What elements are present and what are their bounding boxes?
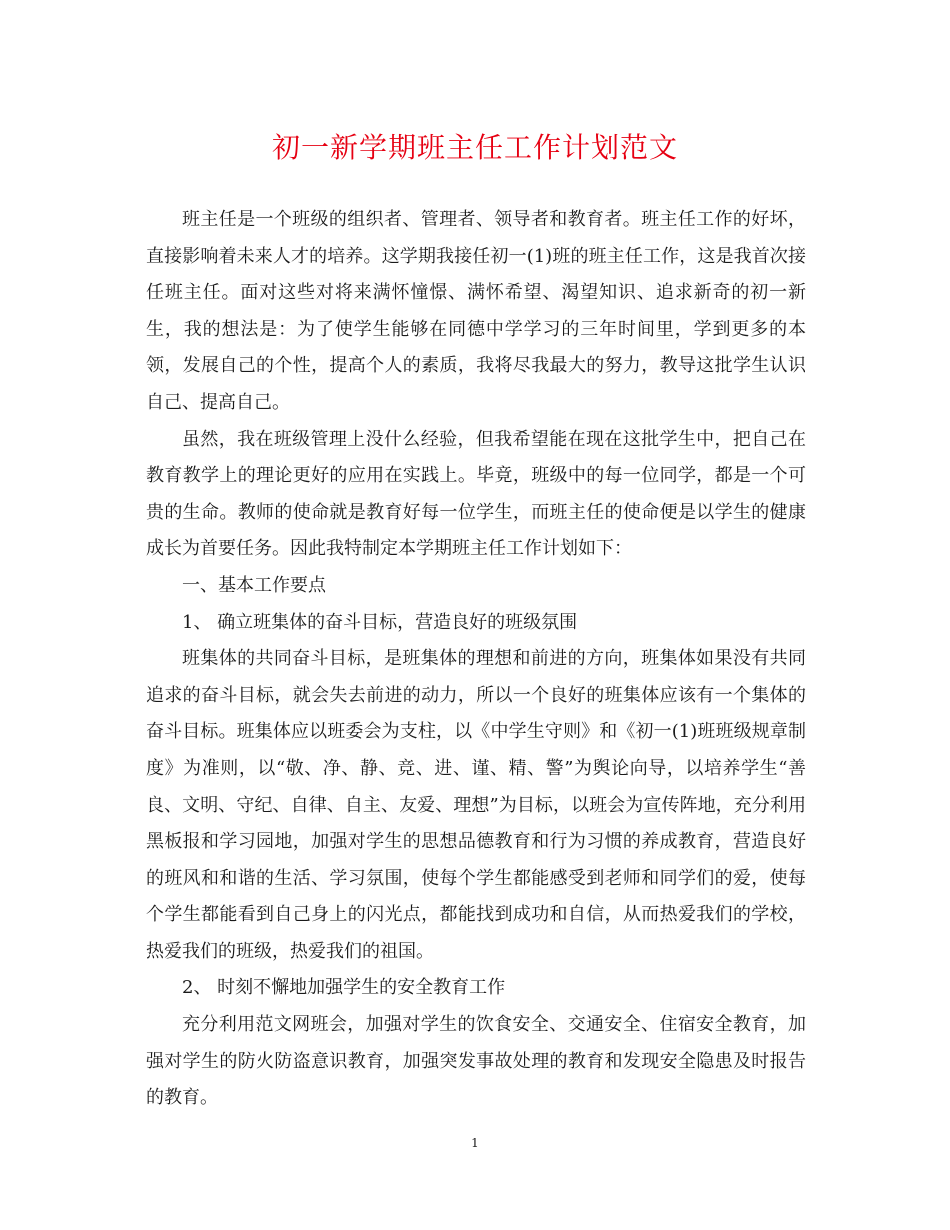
subheading-safety-education: 2、 时刻不懈地加强学生的安全教育工作 [182,977,506,999]
document-body [146,202,806,1117]
paragraph-intro: 班主任是一个班级的组织者、管理者、领导者和教育者。班主任工作的好坏，直接影响着未来人才的培养。这学期我接任初一(1)班的班主任工作，这是我首次接任班主任。面对这些对将来满怀憧憬、满怀希望、渴望知识、追求新奇的初一新生，我的想法是：为了使学生能够在同德中学学习的三年时间里，学到更多的本领，发展自己的个性，提高个人的素质，我将尽我最大的努力，教导这批学生认识自己、提高自己。 [146,209,806,413]
section-heading-basic-points: 一、基本工作要点 [182,574,326,596]
paragraph-safety-education: 充分利用范文网班会，加强对学生的饮食安全、交通安全、住宿安全教育，加强对学生的防火防盗意识教育，加强突发事故处理的教育和发现安全隐患及时报告的教育。 [146,1014,806,1109]
page-number: 1 [471,1136,479,1150]
paragraph-class-goal: 班集体的共同奋斗目标，是班集体的理想和前进的方向，班集体如果没有共同追求的奋斗目标，就会失去前进的动力，所以一个良好的班集体应该有一个集体的奋斗目标。班集体应以班委会为支柱，以《中学生守则》和《初一(1)班班级规章制度》为准则，以“敬、净、静、竞、进、谨、精、警”为舆论向导，以培养学生“善良、文明、守纪、自律、自主、友爱、理想”为目标，以班会为宣传阵地，充分利用黑板报和学习园地，加强对学生的思想品德教育和行为习惯的养成教育，营造良好的班风和和谐的生活、学习氛围，使每个学生都能感受到老师和同学们的爱，使每个学生都能看到自己身上的闪光点，都能找到成功和自信，从而热爱我们的学校，热爱我们的班级，热爱我们的祖国。 [146,648,806,962]
document-title: 初一新学期班主任工作计划范文 [271,131,678,164]
paragraph-plan-intro: 虽然，我在班级管理上没什么经验，但我希望能在现在这批学生中，把自己在教育教学上的理论更好的应用在实践上。毕竟，班级中的每一位同学，都是一个可贵的生命。教师的使命就是教育好每一位学生，而班主任的使命便是以学生的健康成长为首要任务。因此我特制定本学期班主任工作计划如下： [146,428,806,560]
subheading-class-goal: 1、 确立班集体的奋斗目标，营造良好的班级氛围 [182,611,578,633]
